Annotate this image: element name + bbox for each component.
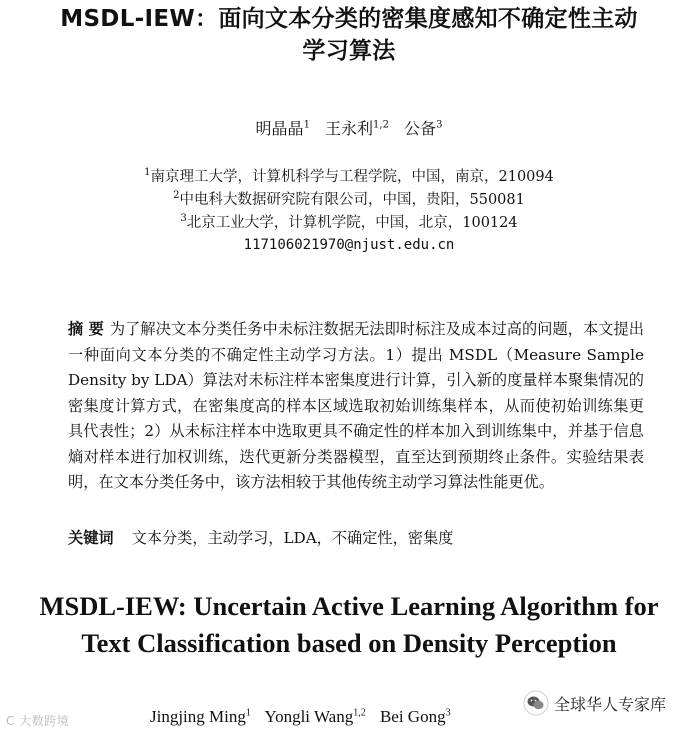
author-en-1: Jingjing Ming$^1$: [150, 707, 251, 726]
authors-en: [150, 704, 570, 730]
watermark-right-text: 全球华人专家库: [554, 694, 667, 714]
watermark-right: [523, 690, 666, 716]
author-en-3: Bei Gong$^3$: [379, 707, 451, 726]
title-cn-line1: MSDL-IEW：面向文本分类的密集度感知不确定性主动: [60, 6, 638, 32]
author-cn-3: 公备$^3$: [404, 119, 443, 138]
keywords-text: 文本分类，主动学习，LDA，不确定性，密集度: [131, 529, 454, 547]
affiliation-3: $^3$北京工业大学，计算机学院，中国，北京，100124: [180, 213, 518, 231]
wechat-icon: [523, 690, 549, 716]
keywords-label: 关键词: [68, 529, 114, 547]
affiliation-1: $^1$南京理工大学，计算机科学与工程学院，中国，南京，210094: [144, 167, 554, 185]
title-en-line2: Text Classification based on Density Perception: [81, 628, 617, 658]
author-cn-1: 明晶晶$^1$: [255, 119, 310, 138]
abstract: [68, 317, 644, 496]
abstract-label: 摘 要: [68, 320, 104, 338]
affiliation-2: $^2$中电科大数据研究院有限公司，中国，贵阳，550081: [173, 190, 525, 208]
title-en-line1: MSDL-IEW: Uncertain Active Learning Algorithm for: [39, 591, 659, 621]
title-cn-line2: 学习算法: [302, 38, 396, 64]
abstract-text: 为了解决文本分类任务中未标注数据无法即时标注及成本过高的问题，本文提出一种面向文本分类的不确定性主动学习方法。1）提出 MSDL（Measure Sample Density by LDA）算法对未标注样本密集度进行计算，引入新的度量样本聚集情况的密集度计算方式，在密集度高的样本区域选取初始训练集样本，从而使初始训练集更具代表性；2）从未标注样本中选取更具不确定性的样本加入到训练集中，并基于信息熵对样本进行加权训练，迭代更新分类器模型，直至达到预期终止条件。实验结果表明，在文本分类任务中，该方法相较于其他传统主动学习算法性能更优。: [68, 320, 644, 491]
authors-cn: [0, 118, 698, 140]
keywords: [68, 526, 644, 550]
watermark-left: C 大数跨境: [6, 714, 70, 728]
author-cn-2: 王永利$^{1,2}$: [325, 119, 389, 138]
author-en-2: Yongli Wang$^{1,2}$: [264, 707, 366, 726]
author-email: 117106021970@njust.edu.cn: [243, 237, 455, 253]
